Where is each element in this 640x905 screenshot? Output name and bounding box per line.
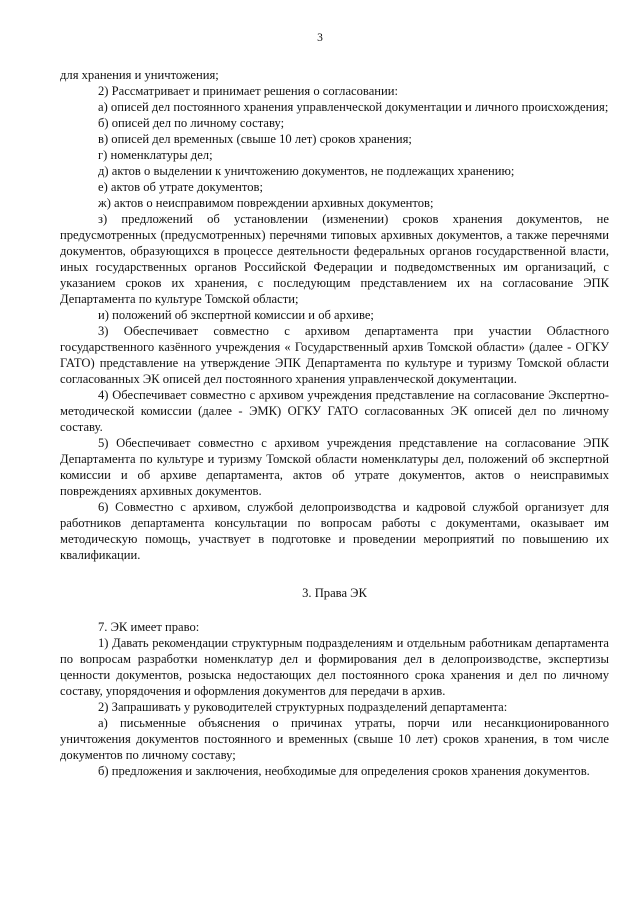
- paragraph-continuation: для хранения и уничтожения;: [60, 68, 219, 82]
- paragraph-item-6: 6) Совместно с архивом, службой делопроизводства и кадровой службой организует для работников департамента консультации по вопросам работы с документами, оказывает им методическую помощь, участвует в подготовке и проведении мероприятий по повышению их квалификации.: [60, 500, 609, 562]
- subitem-v: в) описей дел временных (свыше 10 лет) сроков хранения;: [98, 132, 412, 146]
- subitem-d: д) актов о выделении к уничтожению документов, не подлежащих хранению;: [98, 164, 515, 178]
- paragraph-item-5: 5) Обеспечивает совместно с архивом учреждения представление на согласование ЭПК Департамента по культуре и туризму Томской области номенклатуры дел, положений об экспертной комиссии и об архиве департамента, актов об утрате документов, актов о неисправимых повреждениях архивных документов.: [60, 436, 609, 498]
- subitem-a: а) описей дел постоянного хранения управленческой документации и личного происхождения;: [98, 100, 609, 114]
- page-number: 3: [317, 32, 323, 44]
- subitem-i: и) положений об экспертной комиссии и об архиве;: [98, 308, 374, 322]
- right-subitem-b: б) предложения и заключения, необходимые для определения сроков хранения документов.: [98, 764, 590, 778]
- paragraph-item-2: 2) Рассматривает и принимает решения о согласовании:: [98, 84, 399, 98]
- document-body: [60, 67, 609, 779]
- paragraph-right-2: 2) Запрашивать у руководителей структурных подразделений департамента:: [98, 700, 508, 714]
- right-subitem-a: а) письменные объяснения о причинах утраты, порчи или несанкционированного уничтожения документов постоянного и временных (свыше 10 лет) сроков хранения, в том числе документов по личному составу;: [60, 716, 609, 762]
- paragraph-item-3: 3) Обеспечивает совместно с архивом департамента при участии Областного государственного казённого учреждения « Государственный архив Томской области» (далее - ОГКУ ГАТО) представление на утверждение ЭПК Департамента по культуре и туризму Томской области согласованных ЭК описей дел постоянного хранения управленческой документации.: [60, 324, 609, 386]
- subitem-e: е) актов об утрате документов;: [98, 180, 263, 194]
- subitem-zh: ж) актов о неисправимом повреждении архивных документов;: [98, 196, 434, 210]
- subitem-g: г) номенклатуры дел;: [98, 148, 213, 162]
- paragraph-item-4: 4) Обеспечивает совместно с архивом учреждения представление на согласование Экспертно-методической комиссии (далее - ЭМК) ОГКУ ГАТО согласованных ЭК описей дел по личному составу.: [60, 388, 609, 434]
- subitem-z: з) предложений об установлении (изменении) сроков хранения документов, не предусмотренных (предусмотренных) перечнями типовых архивных документов, а также перечнями документов, образующихся в процессе деятельности федеральных органов государственной власти, иных государственных органов Российской Федерации и подведомственных им организаций, с указанием сроков их хранения, с последующим представлением их на согласование ЭПК Департамента по культуре Томской области;: [60, 212, 609, 306]
- subitem-b: б) описей дел по личному составу;: [98, 116, 285, 130]
- paragraph-item-7: 7. ЭК имеет право:: [98, 620, 200, 634]
- paragraph-right-1: 1) Давать рекомендации структурным подразделениям и отдельным работникам департамента по вопросам разработки номенклатур дел и формирования дел в делопроизводстве, экспертизы ценности документов, розыска недостающих дел постоянного срока хранения и дел по личному составу, упорядочения и оформления документов для передачи в архив.: [60, 636, 609, 698]
- section-heading: 3. Права ЭК: [302, 586, 367, 600]
